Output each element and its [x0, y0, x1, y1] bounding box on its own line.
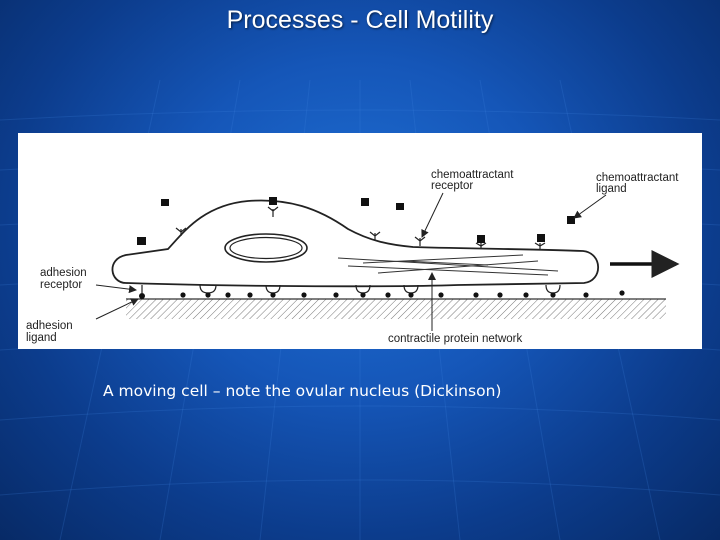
pointer-adhesion-receptor [96, 285, 136, 290]
slide-title: Processes - Cell Motility [226, 6, 494, 34]
adhesion-ligands [139, 290, 625, 299]
label-contractile-network: contractile protein network [388, 333, 523, 345]
nucleus-outer [225, 234, 307, 262]
chemoattractant-ligands [137, 197, 575, 245]
label-adhesion-receptor-2: receptor [40, 279, 83, 291]
pointer-chemo-ligand [574, 195, 606, 218]
label-chemo-ligand-1: chemoattractant [596, 172, 679, 184]
chemoattractant-receptors [176, 207, 545, 249]
pointer-chemo-receptor [422, 193, 443, 237]
label-adhesion-ligand-1: adhesion [26, 320, 73, 332]
label-chemo-ligand-2: ligand [596, 183, 627, 195]
cell-motility-figure [18, 133, 702, 349]
label-chemo-receptor-1: chemoattractant [431, 169, 514, 181]
substrate [126, 299, 666, 319]
contractile-network [338, 255, 558, 275]
figure-caption: A moving cell – note the ovular nucleus (Dickinson) [103, 382, 502, 400]
nucleus-inner [230, 238, 302, 259]
label-chemo-receptor-2: receptor [431, 180, 474, 192]
label-adhesion-receptor-1: adhesion [40, 267, 87, 279]
cell-diagram [18, 133, 702, 349]
cell-membrane [112, 200, 598, 286]
label-adhesion-ligand-2: ligand [26, 332, 57, 344]
